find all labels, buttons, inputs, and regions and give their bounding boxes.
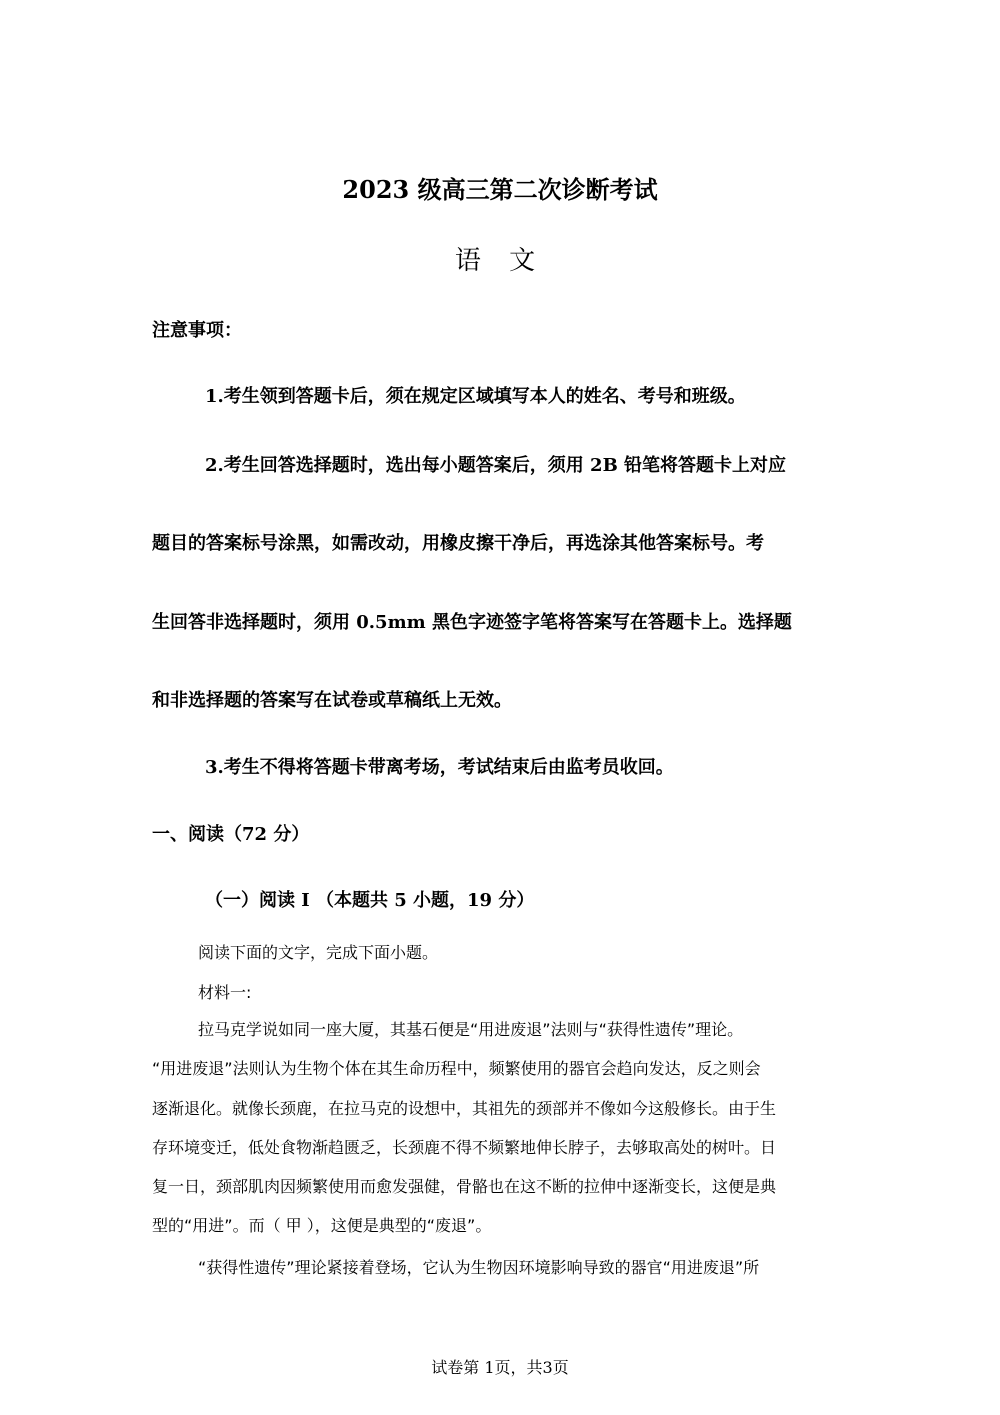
material-paragraph-2: “获得性遗传”理论紧接着登场，它认为生物因环境影响导致的器官“用进废退”所 — [198, 1258, 760, 1277]
notice-item-2-line: 生回答非选择题时，须用 0.5mm 黑色字迹签字笔将答案写在答题卡上。选择题 — [152, 612, 792, 633]
paragraph-line: 型的“用进”。而（ 甲 ），这便是典型的“废退”。 — [152, 1216, 492, 1236]
material-paragraph-1 — [152, 1010, 842, 1246]
part-heading: （一）阅读 I （本题共 5 小题，19 分） — [205, 890, 535, 911]
paragraph-line: “用进废退”法则认为生物个体在其生命历程中，频繁使用的器官会趋向发达，反之则会 — [152, 1059, 761, 1079]
exam-title: 2023 级高三第二次诊断考试 — [342, 175, 658, 204]
paragraph-line: 复一日，颈部肌肉因频繁使用而愈发强健，骨骼也在这不断的拉伸中逐渐变长，这便是典 — [152, 1177, 777, 1197]
notice-item-2-line: 题目的答案标号涂黑，如需改动，用橡皮擦干净后，再选涂其他答案标号。考 — [152, 533, 764, 554]
section-heading: 一、阅读（72 分） — [152, 824, 310, 845]
notice-item-2-line: 2.考生回答选择题时，选出每小题答案后，须用 2B 铅笔将答题卡上对应 — [205, 455, 787, 476]
reading-instruction: 阅读下面的文字，完成下面小题。 — [198, 943, 439, 962]
paragraph-line: 逐渐退化。就像长颈鹿，在拉马克的设想中，其祖先的颈部并不像如今这般修长。由于生 — [152, 1098, 777, 1118]
material-label: 材料一: — [198, 983, 252, 1002]
page-footer: 试卷第 1页，共3页 — [431, 1358, 569, 1377]
notice-item-3: 3.考生不得将答题卡带离考场，考试结束后由监考员收回。 — [205, 757, 674, 778]
paragraph-line: 存环境变迁，低处食物渐趋匮乏，长颈鹿不得不频繁地伸长脖子，去够取高处的树叶。日 — [152, 1137, 777, 1157]
paragraph-line: 拉马克学说如同一座大厦，其基石便是“用进废退”法则与“获得性遗传”理论。 — [198, 1020, 744, 1039]
subject-title: 语 文 — [454, 246, 546, 276]
notice-item-2-line: 和非选择题的答案写在试卷或草稿纸上无效。 — [152, 690, 512, 711]
notice-heading: 注意事项： — [152, 320, 242, 341]
notice-item-1: 1.考生领到答题卡后，须在规定区域填写本人的姓名、考号和班级。 — [205, 386, 746, 407]
